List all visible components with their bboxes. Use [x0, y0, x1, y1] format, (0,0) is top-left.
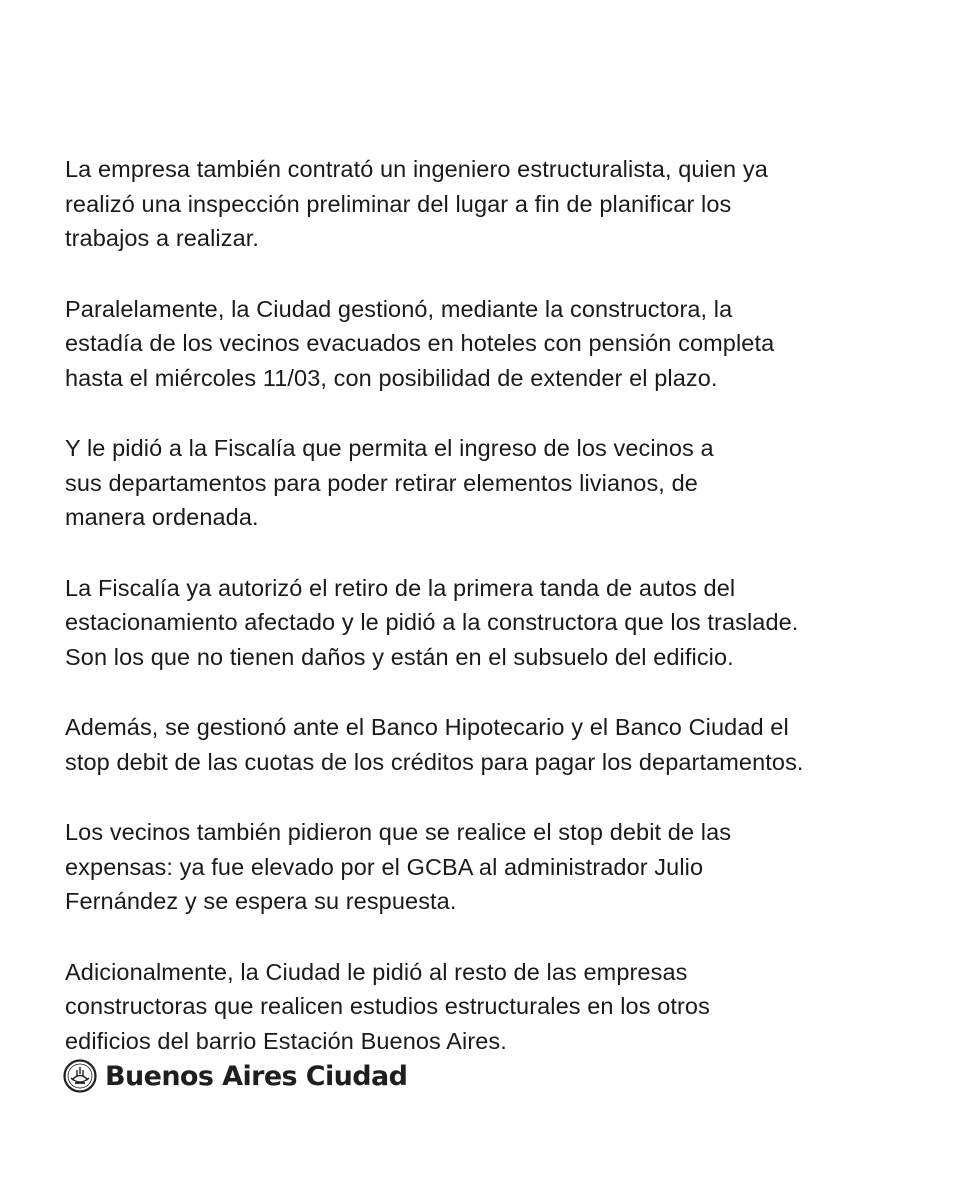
- paragraph-stop-debit-expenses: [65, 815, 915, 919]
- text-line: La empresa también contrató un ingeniero estructuralista, quien ya: [65, 156, 768, 182]
- text-line: realizó una inspección preliminar del lugar a fin de planificar los: [65, 190, 732, 217]
- text-line: Además, se gestionó ante el Banco Hipotecario y el Banco Ciudad el: [65, 714, 789, 740]
- paragraph-structural-studies: [65, 955, 915, 1059]
- text-line: trabajos a realizar.: [65, 225, 260, 251]
- text-line: sus departamentos para poder retirar elementos livianos, de: [65, 469, 698, 496]
- paragraph-stop-debit-credits: [65, 710, 915, 779]
- paragraph-car-removal: [65, 571, 915, 675]
- document-body: [65, 152, 915, 1094]
- text-line: hasta el miércoles 11/03, con posibilidad de extender el plazo.: [65, 364, 718, 391]
- brand-name: Buenos Aires Ciudad: [105, 1060, 408, 1092]
- paragraph-engineer-inspection: [65, 152, 915, 256]
- text-line: manera ordenada.: [65, 504, 259, 530]
- text-line: expensas: ya fue elevado por el GCBA al administrador Julio: [65, 853, 704, 880]
- text-line: Fernández y se espera su respuesta.: [65, 888, 457, 914]
- paragraph-hotel-stay: [65, 292, 915, 396]
- text-line: stop debit de las cuotas de los créditos para pagar los departamentos.: [65, 748, 804, 775]
- text-line: constructoras que realicen estudios estructurales en los otros: [65, 993, 710, 1019]
- text-line: Los vecinos también pidieron que se realice el stop debit de las: [65, 819, 732, 845]
- paragraph-apartment-access: [65, 431, 915, 535]
- text-line: estacionamiento afectado y le pidió a la constructora que los traslade.: [65, 609, 799, 635]
- text-line: Y le pidió a la Fiscalía que permita el ingreso de los vecinos a: [65, 435, 714, 461]
- city-seal-icon: [63, 1059, 97, 1093]
- text-line: edificios del barrio Estación Buenos Aires.: [65, 1027, 507, 1054]
- brand-footer: [63, 1056, 407, 1096]
- text-line: Paralelamente, la Ciudad gestionó, mediante la constructora, la: [65, 295, 733, 322]
- text-line: Son los que no tienen daños y están en el subsuelo del edificio.: [65, 643, 734, 670]
- text-line: La Fiscalía ya autorizó el retiro de la primera tanda de autos del: [65, 574, 736, 601]
- text-line: estadía de los vecinos evacuados en hoteles con pensión completa: [65, 330, 775, 356]
- text-line: Adicionalmente, la Ciudad le pidió al resto de las empresas: [65, 958, 688, 985]
